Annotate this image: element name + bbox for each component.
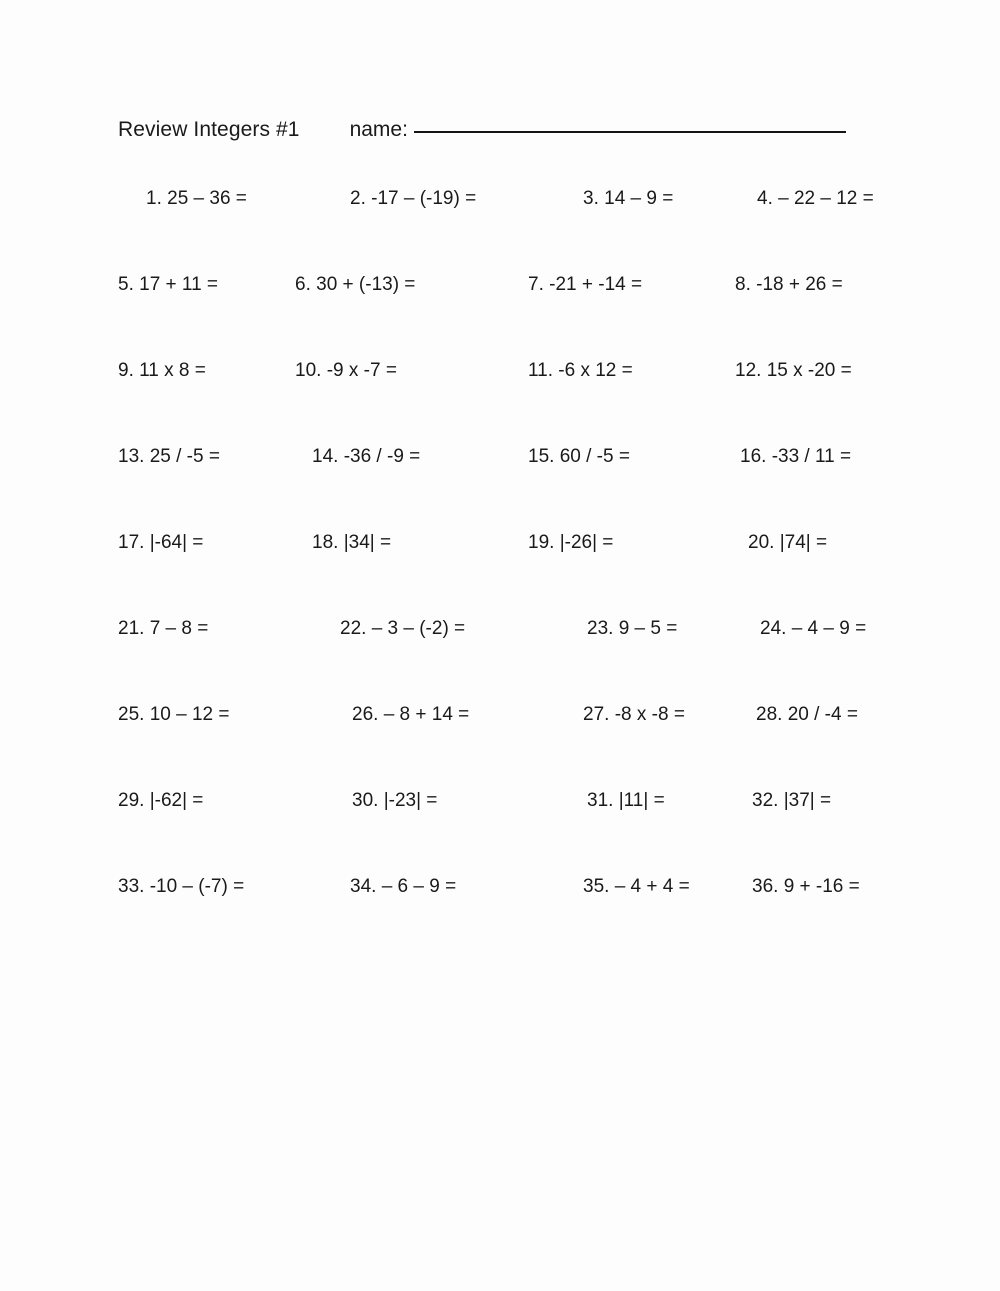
- problem-3: 3. 14 – 9 =: [583, 188, 674, 209]
- problem-grid: [0, 186, 1000, 960]
- problem-14: 14. -36 / -9 =: [312, 446, 421, 467]
- problem-10: 10. -9 x -7 =: [295, 360, 397, 381]
- problem-16: 16. -33 / 11 =: [740, 446, 852, 467]
- problem-33: 33. -10 – (-7) =: [118, 876, 245, 897]
- problem-26: 26. – 8 + 14 =: [352, 704, 470, 725]
- problem-11: 11. -6 x 12 =: [528, 360, 633, 381]
- worksheet-header: [118, 118, 918, 158]
- problem-18: 18. |34| =: [312, 532, 392, 553]
- problem-30: 30. |-23| =: [352, 790, 438, 811]
- problem-2: 2. -17 – (-19) =: [350, 188, 477, 209]
- problem-row: [0, 788, 1000, 874]
- problem-6: 6. 30 + (-13) =: [295, 274, 416, 295]
- problem-row: [0, 702, 1000, 788]
- problem-9: 9. 11 x 8 =: [118, 360, 206, 381]
- problem-32: 32. |37| =: [752, 790, 832, 811]
- problem-31: 31. |11| =: [587, 790, 665, 811]
- problem-row: [0, 616, 1000, 702]
- problem-row: [0, 530, 1000, 616]
- problem-5: 5. 17 + 11 =: [118, 274, 219, 295]
- problem-21: 21. 7 – 8 =: [118, 618, 209, 639]
- problem-36: 36. 9 + -16 =: [752, 876, 860, 897]
- problem-35: 35. – 4 + 4 =: [583, 876, 690, 897]
- problem-23: 23. 9 – 5 =: [587, 618, 678, 639]
- problem-22: 22. – 3 – (-2) =: [340, 618, 466, 639]
- page-title: Review Integers #1: [118, 118, 300, 141]
- problem-24: 24. – 4 – 9 =: [760, 618, 867, 639]
- problem-row: [0, 358, 1000, 444]
- problem-28: 28. 20 / -4 =: [756, 704, 858, 725]
- problem-27: 27. -8 x -8 =: [583, 704, 685, 725]
- problem-17: 17. |-64| =: [118, 532, 204, 553]
- problem-4: 4. – 22 – 12 =: [757, 188, 874, 209]
- problem-34: 34. – 6 – 9 =: [350, 876, 457, 897]
- problem-1: 1. 25 – 36 =: [146, 188, 247, 209]
- name-input-line[interactable]: [414, 131, 846, 133]
- problem-19: 19. |-26| =: [528, 532, 614, 553]
- problem-15: 15. 60 / -5 =: [528, 446, 630, 467]
- problem-12: 12. 15 x -20 =: [735, 360, 852, 381]
- name-label: name:: [349, 118, 408, 141]
- problem-29: 29. |-62| =: [118, 790, 204, 811]
- problem-row: [0, 444, 1000, 530]
- problem-row: [0, 874, 1000, 960]
- problem-7: 7. -21 + -14 =: [528, 274, 643, 295]
- problem-8: 8. -18 + 26 =: [735, 274, 843, 295]
- problem-13: 13. 25 / -5 =: [118, 446, 220, 467]
- problem-row: [0, 186, 1000, 272]
- problem-25: 25. 10 – 12 =: [118, 704, 230, 725]
- problem-row: [0, 272, 1000, 358]
- problem-20: 20. |74| =: [748, 532, 828, 553]
